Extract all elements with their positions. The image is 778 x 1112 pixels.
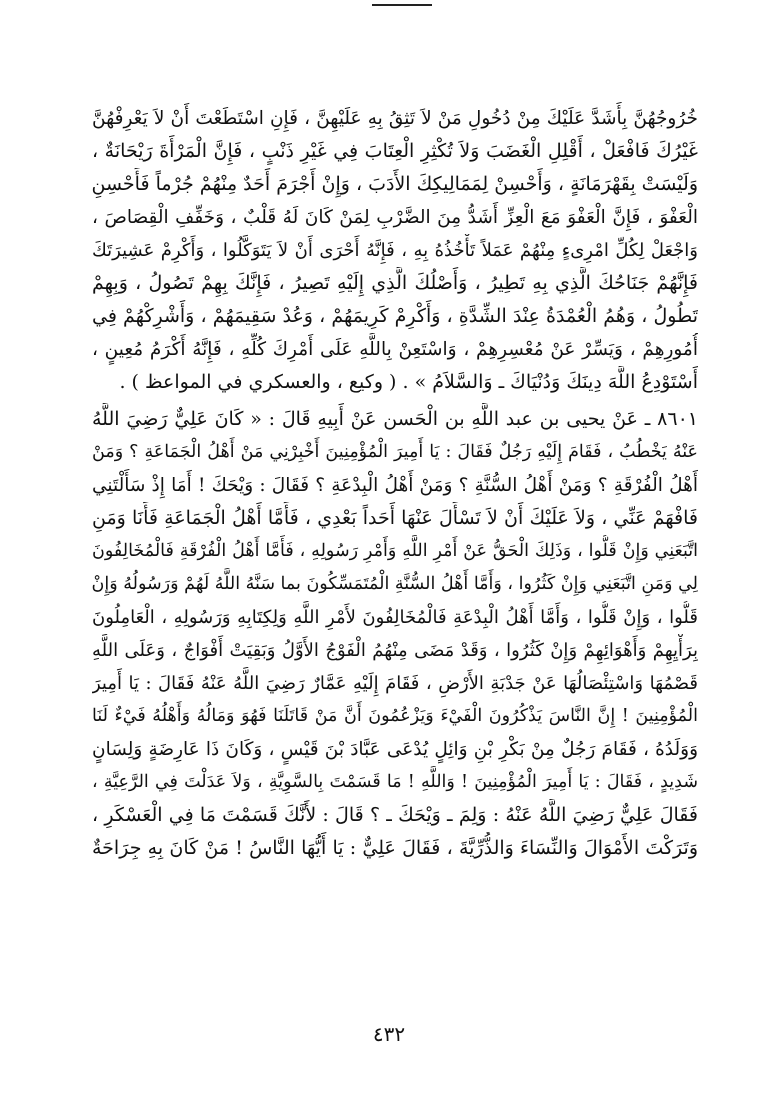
text-line: وَاجْعَلْ لِكُلِّ امْرِىءٍ مِنْهُمْ عَمَلاً تَأْخُذُهُ بِهِ ، فَإِنَّهُ أَحْرَى أَنْ لاَ يَتَوَكَّلُوا ، وَأَكْرِمْ عَشِيرَتَكَ xyxy=(92,240,698,261)
text-line: أُمُورِهِمْ ، وَيَسِّرْ عَنْ مُعْسِرِهِمْ ، وَاسْتَعِنْ بِاللَّهِ عَلَى أَمْرِكَ كُلِّهِ ، فَإِنَّهُ أَكْرَمُ مُعِينٍ ، xyxy=(92,339,698,360)
text-line: أَسْتَوْدِعُ اللَّهَ دِينَكَ وَدُنْيَاكَ ـ وَالسَّلاَمُ » . ( وكيع ، والعسكري في المواعظ ) . xyxy=(119,371,698,393)
top-rule xyxy=(372,4,432,6)
text-line: الْعَفْوَ ، فَإِنَّ الْعَفْوَ مَعَ الْعِزِّ أَشَدُّ مِنَ الضَّرْبِ لِمَنْ كَانَ لَهُ قَلْبٌ ، وَخَفِّفِ الْقِصَاصَ ، xyxy=(92,207,698,228)
text-line: فَقَالَ عَلِيٌّ رَضِيَ اللَّهُ عَنْهُ : وَلِمَ ـ وَيْحَكَ ـ ؟ قَالَ : لأَنَّكَ قَسَمْتَ مَا فِي الْعَسْكَرِ ، xyxy=(92,804,698,826)
page-number: ٤٣٢ xyxy=(372,1022,406,1046)
text-line: أَهْلُ الْفُرْقَةِ ؟ وَمَنْ أَهْلُ السُّنَّةِ ؟ وَمَنْ أَهْلُ الْبِدْعَةِ ؟ فَقَالَ : وَيْحَكَ ! أَمَا إِذْ سَأَلْتَنِي xyxy=(92,475,698,496)
text-line: الْمُؤْمِنِينَ ! إِنَّ النَّاسَ يَذْكُرُونَ الْفَيْءَ وَيَزْعُمُونَ أَنَّ مَنْ قَاتَلَنَا فَهُوَ وَمَالُهُ وَأَهْلُهُ فَيْءٌ لَنَا xyxy=(92,706,698,726)
text-line: اتَّبَعَنِي وَإِنْ قَلُّوا ، وَذَلِكَ الْحَقُّ عَنْ أَمْرِ اللَّهِ وَأَمْرِ رَسُولِهِ ، فَأَمَّا أَهْلُ الْفُرْقَةِ فَالْمُخَالِفُونَ xyxy=(92,541,698,561)
text-line: غَيْرُكَ فَافْعَلْ ، أَقْلِلِ الْغَضَبَ وَلاَ تُكْثِرِ الْعِتَابَ فِي غَيْرِ ذَنْبٍ ، فَإِنَّ الْمَرْأَةَ رَيْحَانَةٌ ، xyxy=(92,140,698,162)
text-line: وَتَرَكْتَ الأَمْوَالَ وَالنِّسَاءَ وَالذُّرِّيَّةَ ، فَقَالَ عَلِيٌّ : يَا أَيُّهَا النَّاسُ ! مَنْ كَانَ بِهِ جِرَاحَةٌ xyxy=(92,837,698,859)
paragraph xyxy=(92,403,698,865)
text-line: عَنْهُ يَخْطُبُ ، فَقَامَ إِلَيْهِ رَجُلٌ فَقَالَ : يَا أَمِيرَ الْمُؤْمِنِينَ أَخْبِرْنِي مَنْ أَهْلُ الْجَمَاعَةِ ؟ وَمَنْ xyxy=(92,442,698,462)
text-line: فَافْهَمْ عَنِّي ، وَلاَ عَلَيْكَ أَنْ لاَ تَسْأَلَ عَنْهَا أَحَداً بَعْدِي ، فَأَمَّا أَهْلُ الْجَمَاعَةِ فَأَنَا وَمَنِ xyxy=(92,507,698,529)
text-line: قَلُّوا ، وَإِنْ قَلُّوا ، وَأَمَّا أَهْلُ الْبِدْعَةِ فَالْمُخَالِفُونَ لأَمْرِ اللَّهِ وَلِكِتَابِهِ وَرَسُولِهِ ، الْعَامِلُونَ xyxy=(92,607,698,628)
text-line: ٨٦٠١ ـ عَنْ يحيى بن عبد اللَّهِ بن الْحَسن عَنْ أَبِيهِ قَالَ : « كَانَ عَلِيٌّ رَضِيَ اللَّهُ xyxy=(92,408,698,430)
text-line: تَطُولُ ، وَهُمُ الْعُمْدَةُ عِنْدَ الشِّدَّةِ ، وَأَكْرِمْ كَرِيمَهُمْ ، وَعُدْ سَقِيمَهُمْ ، وَأَشْرِكْهُمْ فِي xyxy=(92,305,698,327)
body-text xyxy=(92,102,698,865)
text-line: وَلَيْسَتْ بِقَهْرَمَانَةٍ ، وَأَحْسِنْ لِمَمَالِيكِكَ الأَدَبَ ، وَإِنْ أَجْرَمَ أَحَدٌ مِنْهُمْ جُرْماً فَأَحْسِنِ xyxy=(92,173,698,195)
text-line: فَإِنَّهُمْ جَنَاحُكَ الَّذِي بِهِ تَطِيرُ ، وَأَصْلُكَ الَّذِي إِلَيْهِ تَصِيرُ ، فَإِنَّكَ بِهِمْ تَصُولُ ، وَبِهِمْ xyxy=(92,272,698,294)
text-line: خُرُوجُهُنَّ بِأَشَدَّ عَلَيْكَ مِنْ دُخُولِ مَنْ لاَ تَثِقُ بِهِ عَلَيْهِنَّ ، فَإِنِ اسْتَطَعْتَ أَنْ لاَ يَعْرِفْهُنَّ xyxy=(92,108,698,129)
text-line: بِرَأْيِهِمْ وَأَهْوَائِهِمْ وَإِنْ كَثُرُوا ، وَقَدْ مَضَى مِنْهُمُ الْفَوْجُ الأَوَّلُ وَبَقِيَتْ أَفْوَاجٌ ، وَعَلَى اللَّهِ xyxy=(92,640,698,661)
paragraph xyxy=(92,102,698,399)
text-line: وَوَلَدُهُ ، فَقَامَ رَجُلٌ مِنْ بَكْرِ بْنِ وَائِلٍ يُدْعَى عَبَّادَ بْنَ قَيْسٍ ، وَكَانَ ذَا عَارِضَةٍ وَلِسَانٍ xyxy=(92,739,698,760)
text-line: قَصْمُهَا وَاسْتِئْصَالُهَا عَنْ جَدْبَةِ الأَرْضِ ، فَقَامَ إِلَيْهِ عَمَّارٌ رَضِيَ اللَّهُ عَنْهُ فَقَالَ : يَا أَمِيرَ xyxy=(92,673,698,694)
text-line: شَدِيدٍ ، فَقَالَ : يَا أَمِيرَ الْمُؤْمِنِينَ ! وَاللَّهِ ! مَا قَسَمْتَ بِالسَّوِيَّةِ ، وَلاَ عَدَلْتَ فِي الرَّعِيَّةِ ، xyxy=(92,772,698,792)
text-line: لِي وَمَنِ اتَّبَعَنِي وَإِنْ كَثُرُوا ، وَأَمَّا أَهْلُ السُّنَّةِ الْمُتَمَسِّكُونَ بما سَنَّهُ اللَّهُ لَهُمْ وَرَسُولُهُ وَإِنْ xyxy=(92,574,698,594)
